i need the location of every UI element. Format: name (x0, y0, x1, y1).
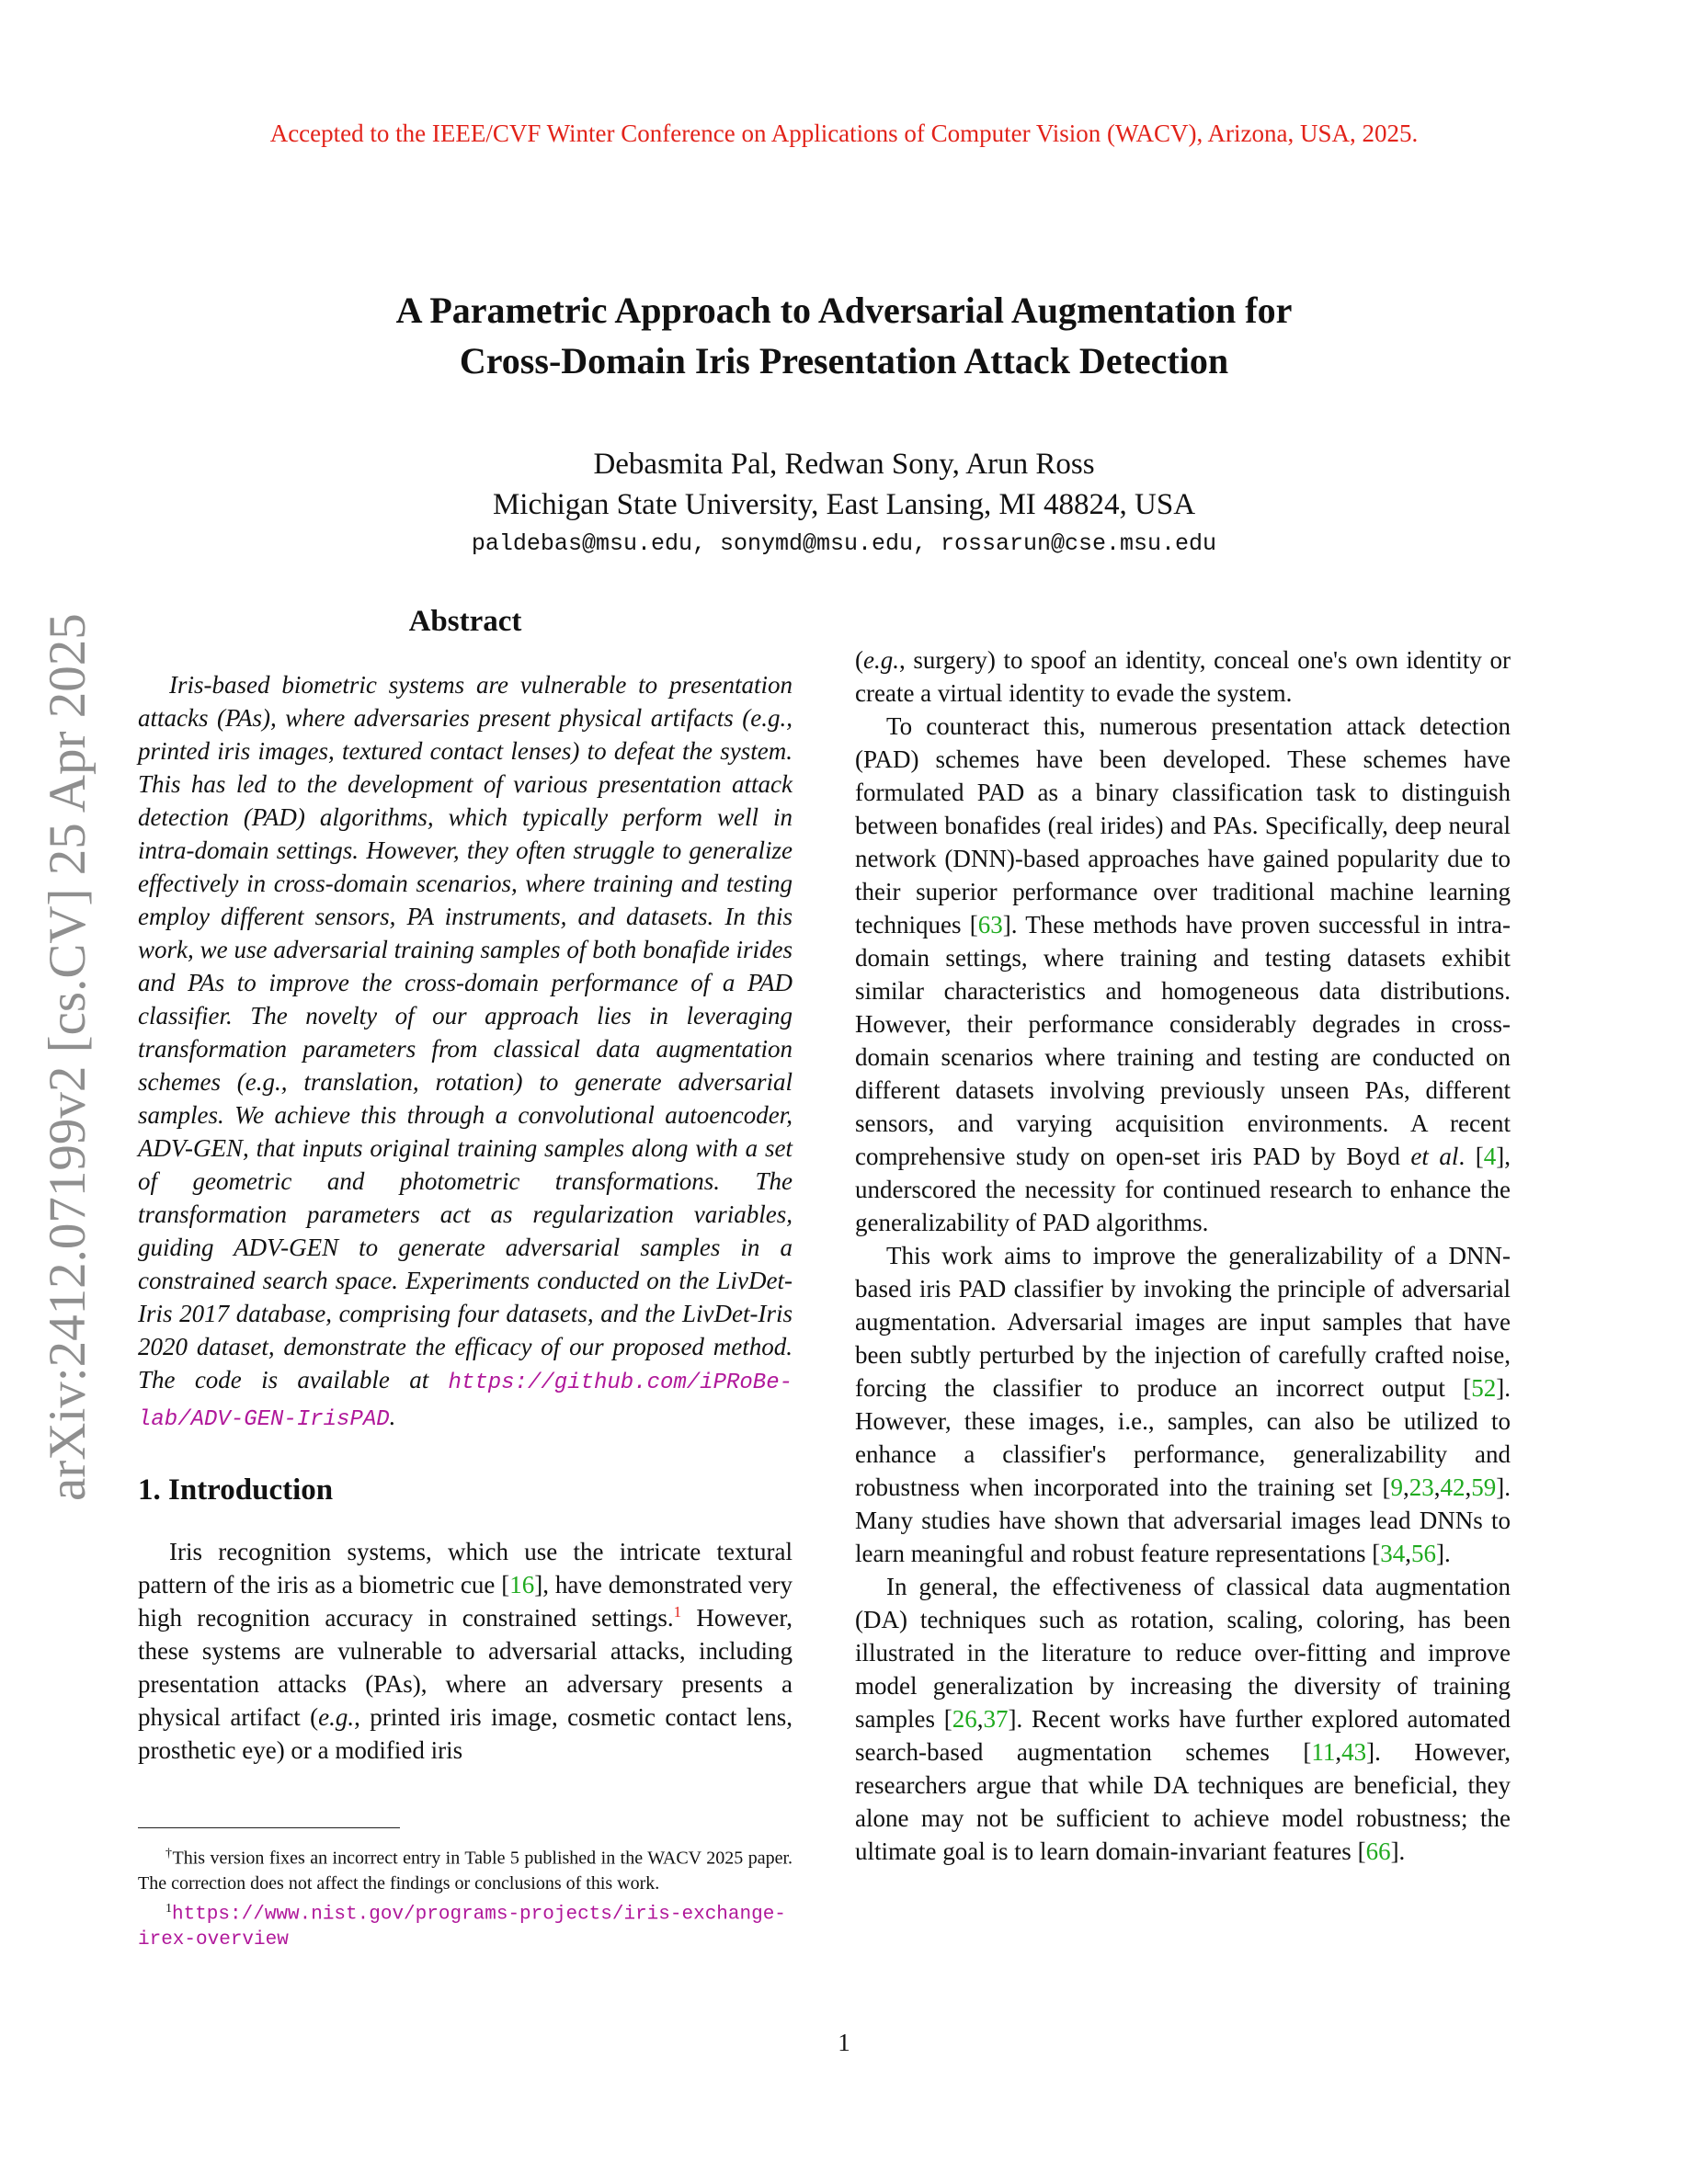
author-names: Debasmita Pal, Redwan Sony, Arun Ross (593, 448, 1095, 481)
intro-p3-text-b: ]. However, these images, i.e., samples, can also be utilized to enhance a classifier's performance, generalizability and robustness when incorporated into the training set [ (855, 1374, 1511, 1501)
intro-paragraph-4: In general, the effectiveness of classical data augmentation (DA) techniques such as rotation, scaling, coloring, has been illustrated in the literature to reduce over-fitting and improve model generalization by increasing the diversity of training samples [26,37]. Recent works have further explored automated search-based augmentation schemes [11,43]. However, researchers argue that while DA techniques are beneficial, they alone may not be sufficient to achieve model robustness; the ultimate goal is to learn domain-invariant features [66]. (855, 1573, 1511, 1865)
citation-59[interactable]: 59 (1471, 1473, 1497, 1501)
citation-52[interactable]: 52 (1471, 1374, 1497, 1402)
citation-11[interactable]: 11 (1311, 1738, 1336, 1766)
abstract-body (138, 668, 793, 1437)
paper-title-line-1: A Parametric Approach to Adversarial Augmentation for (395, 290, 1293, 331)
citation-43[interactable]: 43 (1341, 1738, 1367, 1766)
paper-title (0, 285, 1688, 386)
intro-p1-eg: e.g. (318, 1703, 355, 1731)
citation-4[interactable]: 4 (1483, 1143, 1497, 1170)
citation-37[interactable]: 37 (983, 1705, 1009, 1733)
intro-p1-text-a: Iris recognition systems, which use the intricate textural pattern of the iris as a biometric cue [ (138, 1538, 793, 1598)
intro-paragraph-2 (855, 710, 1511, 1239)
footnote-1-mark: 1 (165, 1901, 172, 1916)
intro-p3-text-d: ]. (1436, 1540, 1451, 1567)
intro-p1-text-b: ], have demonstrated very high recognition accuracy in constrained settings. (138, 1571, 793, 1632)
footnote-dagger (138, 1841, 793, 1896)
intro-p2-text-d: ], underscored the necessity for continued research to enhance the generalizability of PAD algorithms. (855, 1143, 1511, 1236)
author-block (0, 444, 1688, 525)
intro-p2-etal: et al (1410, 1143, 1459, 1170)
nist-irex-link[interactable]: https://www.nist.gov/programs-projects/iris-exchange-irex-overview (138, 1904, 786, 1951)
footnotes (138, 1827, 793, 1952)
abstract-end: . (389, 1403, 396, 1430)
citation-16[interactable]: 16 (509, 1571, 535, 1598)
intro-p2-text-a: To counteract this, numerous presentation attack detection (PAD) schemes have been developed. These schemes have formulated PAD as a binary classification task to distinguish between bonafides (real irides) and PAs. Specifically, deep neural network (DNN)-based approaches have gained popularity due to their superior performance over traditional machine learning techniques [ (855, 712, 1511, 938)
footnote-ref-1[interactable]: 1 (673, 1603, 682, 1621)
conference-notice: Accepted to the IEEE/CVF Winter Conference on Applications of Computer Vision (WACV), Arizona, USA, 2025. (269, 119, 1419, 147)
citation-9[interactable]: 9 (1390, 1473, 1403, 1501)
introduction-heading: 1. Introduction (138, 1473, 334, 1507)
citation-63[interactable]: 63 (977, 911, 1003, 938)
citation-66[interactable]: 66 (1365, 1837, 1391, 1865)
citation-42[interactable]: 42 (1440, 1473, 1466, 1501)
intro-r-eg: e.g. (863, 646, 899, 674)
footnote-rule (138, 1827, 400, 1828)
intro-paragraph-1-continued: (e.g., surgery) to spoof an identity, conceal one's own identity or create a virtual identity to evade the system. (855, 646, 1511, 707)
code-repository-link[interactable]: https://github.com/iPRoBe-lab/ADV-GEN-IrisPAD (138, 1371, 793, 1432)
intro-paragraph-3: This work aims to improve the generalizability of a DNN-based iris PAD classifier by invoking the principle of adversarial augmentation. Adversarial images are input samples that have been subtly perturbed by the injection of carefully crafted noise, forcing the classifier to produce an incorrect output [52]. However, these images, i.e., samples, can also be utilized to enhance a classifier's performance, generalizability and robustness when incorporated into the training set [9,23,42,59]. Many studies have shown that adversarial images lead DNNs to learn meaningful and robust feature representations [34,56]. (855, 1242, 1511, 1567)
intro-p2-text-c: . [ (1458, 1143, 1484, 1170)
intro-p1-text-d: , printed iris image, cosmetic contact lens, prosthetic eye) or a modified iris (138, 1703, 793, 1764)
intro-p3-text-a: This work aims to improve the generalizability of a DNN-based iris PAD classifier by invoking the principle of adversarial augmentation. Adversarial images are input samples that have been subtly perturbed by the injection of carefully crafted noise, forcing the classifier to produce an incorrect output [ (855, 1242, 1511, 1402)
intro-p4-text-c: ]. However, researchers argue that while DA techniques are beneficial, they alone may not be sufficient to achieve model robustness; the ultimate goal is to learn domain-invariant features [ (855, 1738, 1511, 1865)
arxiv-identifier-stamp: arXiv:2412.07199v2 [cs.CV] 25 Apr 2025 (39, 613, 97, 1501)
author-emails: paldebas@msu.edu, sonymd@msu.edu, rossarun@cse.msu.edu (471, 530, 1217, 557)
left-column (138, 596, 793, 1767)
intro-r-p0-text: , surgery) to spoof an identity, conceal one's own identity or create a virtual identity to evade the system. (855, 646, 1511, 707)
page-number: 1 (838, 2029, 850, 2056)
intro-p1-text-c: However, these systems are vulnerable to adversarial attacks, including presentation attacks (PAs), where an adversary presents a physical artifact ( (138, 1604, 793, 1731)
intro-p2-text-b: ]. These methods have proven successful in intra-domain settings, where training and testing datasets exhibit similar characteristics and homogeneous data distributions. However, their performance considerably degrades in cross-domain scenarios where training and testing are conducted on different datasets involving previously unseen PAs, different sensors, and varying acquisition environments. A recent comprehensive study on open-set iris PAD by Boyd (855, 911, 1511, 1170)
intro-paragraph-1 (138, 1535, 793, 1767)
footnote-dagger-text: This version fixes an incorrect entry in Table 5 published in the WACV 2025 paper. The correction does not affect the findings or conclusions of this work. (138, 1848, 793, 1894)
right-column (855, 643, 1511, 1868)
citation-26[interactable]: 26 (952, 1705, 977, 1733)
paper-title-line-2: Cross-Domain Iris Presentation Attack Detection (459, 340, 1229, 381)
abstract-heading: Abstract (408, 605, 522, 638)
author-affiliation: Michigan State University, East Lansing, MI 48824, USA (492, 488, 1196, 521)
dagger-mark: † (165, 1847, 173, 1860)
footnote-1 (138, 1896, 793, 1953)
intro-p4-text-d: ]. (1390, 1837, 1406, 1865)
intro-p3-text-c: ]. Many studies have shown that adversarial images lead DNNs to learn meaningful and robust feature representations [ (855, 1473, 1511, 1567)
intro-p4-text-b: ]. Recent works have further explored automated search-based augmentation schemes [ (855, 1705, 1511, 1766)
citation-23[interactable]: 23 (1409, 1473, 1434, 1501)
citation-34[interactable]: 34 (1380, 1540, 1406, 1567)
abstract-text: Iris-based biometric systems are vulnerable to presentation attacks (PAs), where adversaries present physical artifacts (e.g., printed iris images, textured contact lenses) to defeat the system. This has led to the development of various presentation attack detection (PAD) algorithms, which typically perform well in intra-domain settings. However, they often struggle to generalize effectively in cross-domain scenarios, where training and testing employ different sensors, PA instruments, and datasets. In this work, we use adversarial training samples of both bonafide irides and PAs to improve the cross-domain performance of a PAD classifier. The novelty of our approach lies in leveraging transformation parameters from classical data augmentation schemes (e.g., translation, rotation) to generate adversarial samples. We achieve this through a convolutional autoencoder, ADV-GEN, that inputs original training samples along with a set of geometric and photometric transformations. The transformation parameters act as regularization variables, guiding ADV-GEN to generate adversarial samples in a constrained search space. Experiments conducted on the LivDet-Iris 2017 database, comprising four datasets, and the LivDet-Iris 2020 dataset, demonstrate the efficacy of our proposed method. The code is available at (138, 671, 793, 1393)
citation-56[interactable]: 56 (1411, 1540, 1437, 1567)
intro-p4-text-a: In general, the effectiveness of classical data augmentation (DA) techniques such as rotation, scaling, coloring, has been illustrated in the literature to reduce over-fitting and improve model generalization by increasing the diversity of training samples [ (855, 1573, 1511, 1733)
